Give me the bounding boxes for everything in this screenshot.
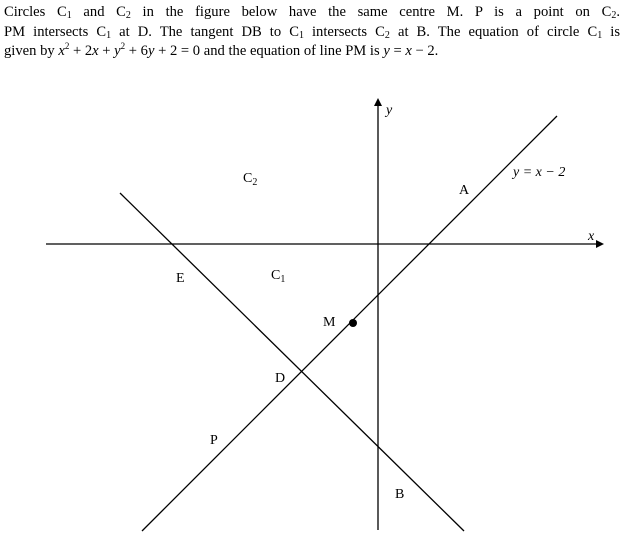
math-var: y bbox=[383, 43, 390, 59]
text-segment: and the equation of line PM is bbox=[200, 43, 384, 59]
text-segment: . bbox=[616, 4, 620, 20]
point-label-b: B bbox=[395, 487, 405, 502]
text-segment: + 2 bbox=[69, 43, 93, 59]
text-segment: Circles C bbox=[4, 4, 67, 20]
circle-label-c2-sub: 2 bbox=[252, 177, 258, 188]
text-segment: PM intersects C bbox=[4, 23, 107, 40]
exponent: 2 bbox=[64, 41, 70, 51]
point-label-a: A bbox=[459, 183, 470, 198]
subscript: 1 bbox=[66, 10, 72, 21]
text-segment: intersects C bbox=[303, 23, 385, 40]
x-axis-label: x bbox=[588, 229, 595, 244]
subscript: 2 bbox=[125, 10, 131, 21]
math-var: y bbox=[147, 43, 155, 59]
circle-label-c1-main: C bbox=[271, 268, 281, 283]
circle-label-c1 bbox=[271, 268, 285, 285]
circle-label-c2 bbox=[243, 171, 257, 188]
text-segment: is bbox=[602, 23, 620, 40]
subscript: 1 bbox=[597, 29, 603, 41]
text-segment: given by bbox=[4, 43, 59, 59]
math-var: y bbox=[114, 43, 121, 59]
text-segment: at B. The equation of circle C bbox=[389, 23, 598, 40]
subscript: 2 bbox=[384, 29, 390, 41]
subscript: 1 bbox=[106, 29, 112, 41]
line-pm-label: y = x − 2 bbox=[513, 165, 566, 180]
y-axis-arrowhead bbox=[374, 98, 382, 106]
text-segment: + 2 = 0 bbox=[154, 43, 201, 59]
math-var: x bbox=[92, 43, 99, 59]
point-label-m: M bbox=[323, 315, 336, 330]
text-segment: + bbox=[98, 43, 115, 59]
exponent: 2 bbox=[120, 41, 126, 51]
centre-point-m bbox=[349, 319, 357, 327]
text-segment: + 6 bbox=[125, 43, 148, 59]
x-axis-arrowhead bbox=[596, 240, 604, 248]
y-axis-label: y bbox=[386, 103, 393, 118]
circle-label-c1-sub: 1 bbox=[280, 274, 286, 285]
point-label-p: P bbox=[210, 433, 218, 448]
point-label-e: E bbox=[176, 271, 185, 286]
text-segment: in the figure below have the same centre M. P is a point on C bbox=[130, 4, 612, 20]
subscript: 2 bbox=[611, 10, 617, 21]
text-segment: at D. The tangent DB to C bbox=[111, 23, 299, 40]
text-segment: and C bbox=[71, 4, 126, 20]
math-var: x bbox=[405, 43, 412, 59]
text-segment: = bbox=[389, 43, 406, 59]
subscript: 1 bbox=[298, 29, 304, 41]
text-segment: − 2. bbox=[411, 43, 439, 59]
math-var: x bbox=[58, 43, 65, 59]
point-label-d: D bbox=[275, 371, 286, 386]
circle-label-c2-main: C bbox=[243, 171, 253, 186]
